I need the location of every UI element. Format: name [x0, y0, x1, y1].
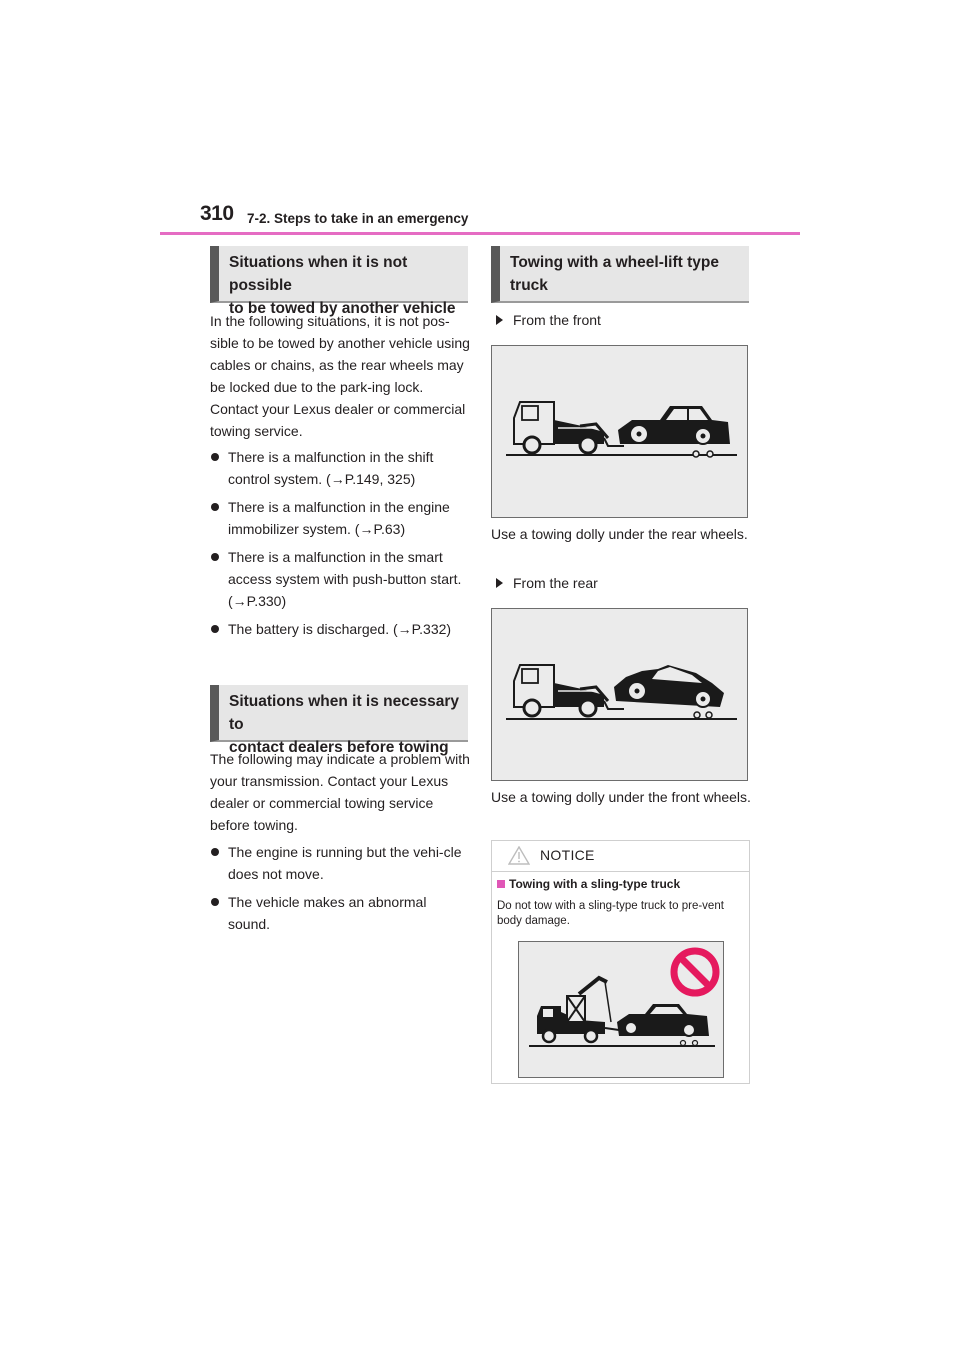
list-item-text: The engine is running but the vehi-cle does not move.: [228, 844, 462, 882]
notice-text: Do not tow with a sling-type truck to pre-vent body damage.: [497, 900, 724, 927]
illustration-tow-from-front: [491, 345, 748, 518]
notice-subheading-text: Towing with a sling-type truck: [509, 877, 681, 891]
paragraph-not-possible: In the following situations, it is not pos-sible to be towed by another vehicle using cables or chains, as the rear wheels may be locked due to the park-ing lock. Contact your Lexus dealer or commercial towing service.: [210, 313, 470, 439]
sling-truck-illustration: [519, 942, 723, 1077]
heading-line: Towing with a wheel-lift type: [510, 254, 719, 271]
list-item-text: There is a malfunction in the smart access system with push-button start. (→P.330): [228, 549, 462, 609]
bullet-list-malfunctions: [210, 446, 472, 646]
heading-line: contact dealers before towing: [229, 739, 449, 756]
list-item: [210, 618, 472, 640]
notice-subheading: [497, 877, 680, 891]
arrow-right-icon: [496, 315, 503, 325]
page-number: 310: [200, 202, 234, 225]
list-item: [210, 546, 472, 612]
item-from-rear: [491, 572, 598, 594]
tow-truck-rear-illustration: [492, 609, 747, 780]
bullet-dot-icon: [211, 898, 219, 906]
header-rule: [160, 232, 800, 235]
section-title: 7-2. Steps to take in an emergency: [247, 211, 469, 226]
bullet-dot-icon: [211, 453, 219, 461]
list-item-text: The vehicle makes an abnormal sound.: [228, 894, 427, 932]
item-label: From the front: [513, 312, 601, 328]
list-item-text: The battery is discharged. (→P.332): [228, 621, 452, 637]
list-item: [210, 446, 472, 490]
item-from-front: [491, 309, 601, 331]
list-item: [210, 841, 472, 885]
heading-contact-dealers: [210, 685, 468, 756]
warning-triangle-icon: [508, 846, 530, 865]
item-label: From the rear: [513, 575, 598, 591]
heading-line: Situations when it is necessary to: [229, 693, 459, 733]
bullet-dot-icon: [211, 553, 219, 561]
arrow-right-icon: [496, 578, 503, 588]
square-bullet-icon: [497, 880, 505, 888]
illustration-sling-type-prohibited: [518, 941, 724, 1078]
tow-truck-front-illustration: [492, 346, 747, 517]
list-item: [210, 891, 472, 935]
heading-not-possible: [210, 246, 468, 317]
notice-header: [492, 841, 749, 872]
heading-line: to be towed by another vehicle: [229, 300, 456, 317]
heading-line: Situations when it is not possible: [229, 254, 408, 294]
bullet-list-symptoms: [210, 841, 472, 941]
notice-label: NOTICE: [540, 847, 595, 863]
notice-box: [491, 840, 750, 1084]
heading-line: truck: [510, 277, 548, 294]
list-item-text: There is a malfunction in the engine immobilizer system. (→P.63): [228, 499, 450, 537]
bullet-dot-icon: [211, 625, 219, 633]
heading-wheel-lift: [491, 246, 749, 303]
illustration-tow-from-rear: [491, 608, 748, 781]
caption-tow-from-front: Use a towing dolly under the rear wheels.: [491, 526, 748, 542]
paragraph-contact-dealers: The following may indicate a problem with your transmission. Contact your Lexus dealer or commercial towing service before towing.: [210, 751, 470, 833]
bullet-dot-icon: [211, 503, 219, 511]
list-item: [210, 496, 472, 540]
bullet-dot-icon: [211, 848, 219, 856]
caption-tow-from-rear: Use a towing dolly under the front wheels.: [491, 789, 751, 805]
list-item-text: There is a malfunction in the shift control system. (→P.149, 325): [228, 449, 434, 487]
